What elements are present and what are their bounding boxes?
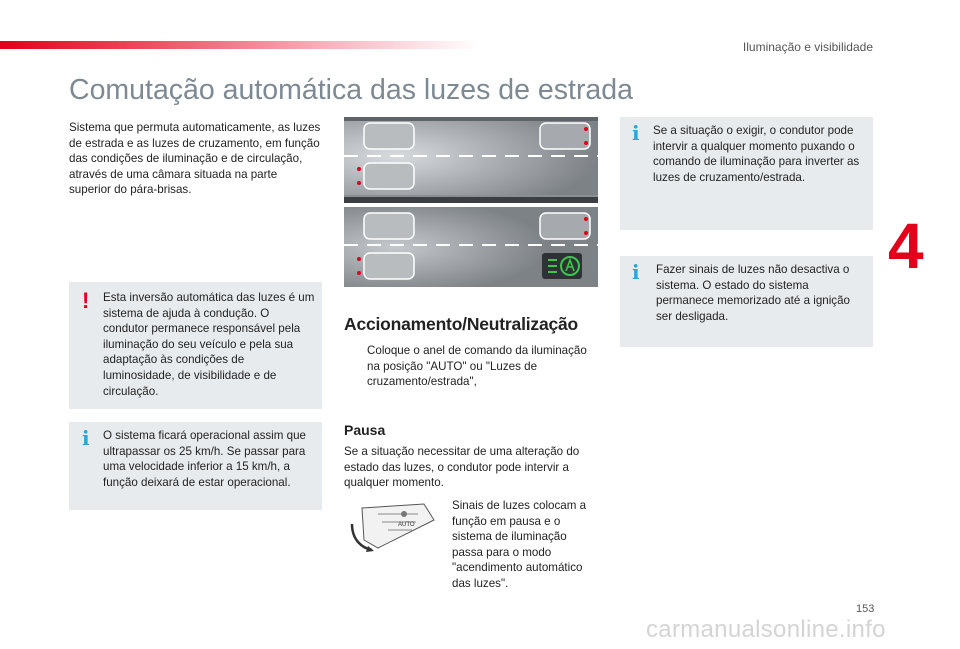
- intro-paragraph: Sistema que permuta automaticamente, as luzes de estrada e as luzes de cruzamento, em função das condições de iluminação e de circulação, através de uma câmara situada na parte superior do pára-brisas.: [69, 121, 321, 197]
- warning-icon: !: [82, 288, 90, 313]
- pause-text: Se a situação necessitar de uma alteração do estado das luzes, o condutor pode intervir a qualquer momento.: [344, 445, 580, 490]
- warning-box: [69, 282, 322, 409]
- info-icon: i: [632, 260, 640, 284]
- pause-heading: Pausa: [344, 422, 386, 438]
- road-illustration: [344, 117, 598, 287]
- page-title: Comutação automática das luzes de estrada: [69, 74, 633, 106]
- light-stalk-svg: [348, 500, 440, 552]
- section-title: Iluminação e visibilidade: [742, 40, 873, 54]
- header-accent-bar: [0, 41, 480, 49]
- info-icon: i: [82, 426, 90, 450]
- info-box-override: [620, 117, 873, 230]
- info-override-text: Se a situação o exigir, o condutor pode intervir a qualquer momento puxando o comando de iluminação para inverter as luzes de cruzamento/estrada.: [653, 124, 860, 184]
- info-icon: i: [632, 121, 640, 145]
- page-number: 153: [856, 603, 875, 615]
- info-speed-text: O sistema ficará operacional assim que ultrapassar os 25 km/h. Se passar para uma velocidade inferior a 15 km/h, a função deixará de estar operacional.: [103, 429, 306, 489]
- light-stalk-illustration: [348, 500, 440, 552]
- road-illustration-svg: [344, 117, 598, 287]
- activation-text: Coloque o anel de comando da iluminação na posição "AUTO" ou "Luzes de cruzamento/estrada",: [367, 344, 587, 389]
- info-box-speed: [69, 422, 322, 510]
- watermark: carmanualsonline.info: [646, 616, 886, 643]
- info-box-flash: [620, 256, 873, 347]
- activation-heading: Accionamento/Neutralização: [344, 314, 579, 334]
- warning-text: Esta inversão automática das luzes é um sistema de ajuda à condução. O condutor permanece responsável pela iluminação do seu veículo e pela sua adaptação às condições de luminosidade, de visibilidade e de circulação.: [103, 291, 315, 398]
- chapter-number: 4: [888, 210, 924, 282]
- info-flash-text: Fazer sinais de luzes não desactiva o sistema. O estado do sistema permanece memorizado até a ignição ser desligada.: [656, 263, 850, 323]
- pause-bullet-text: Sinais de luzes colocam a função em pausa e o sistema de iluminação passa para o modo "acendimento automático das luzes".: [452, 499, 587, 590]
- svg-text:AUTO: AUTO: [398, 522, 415, 528]
